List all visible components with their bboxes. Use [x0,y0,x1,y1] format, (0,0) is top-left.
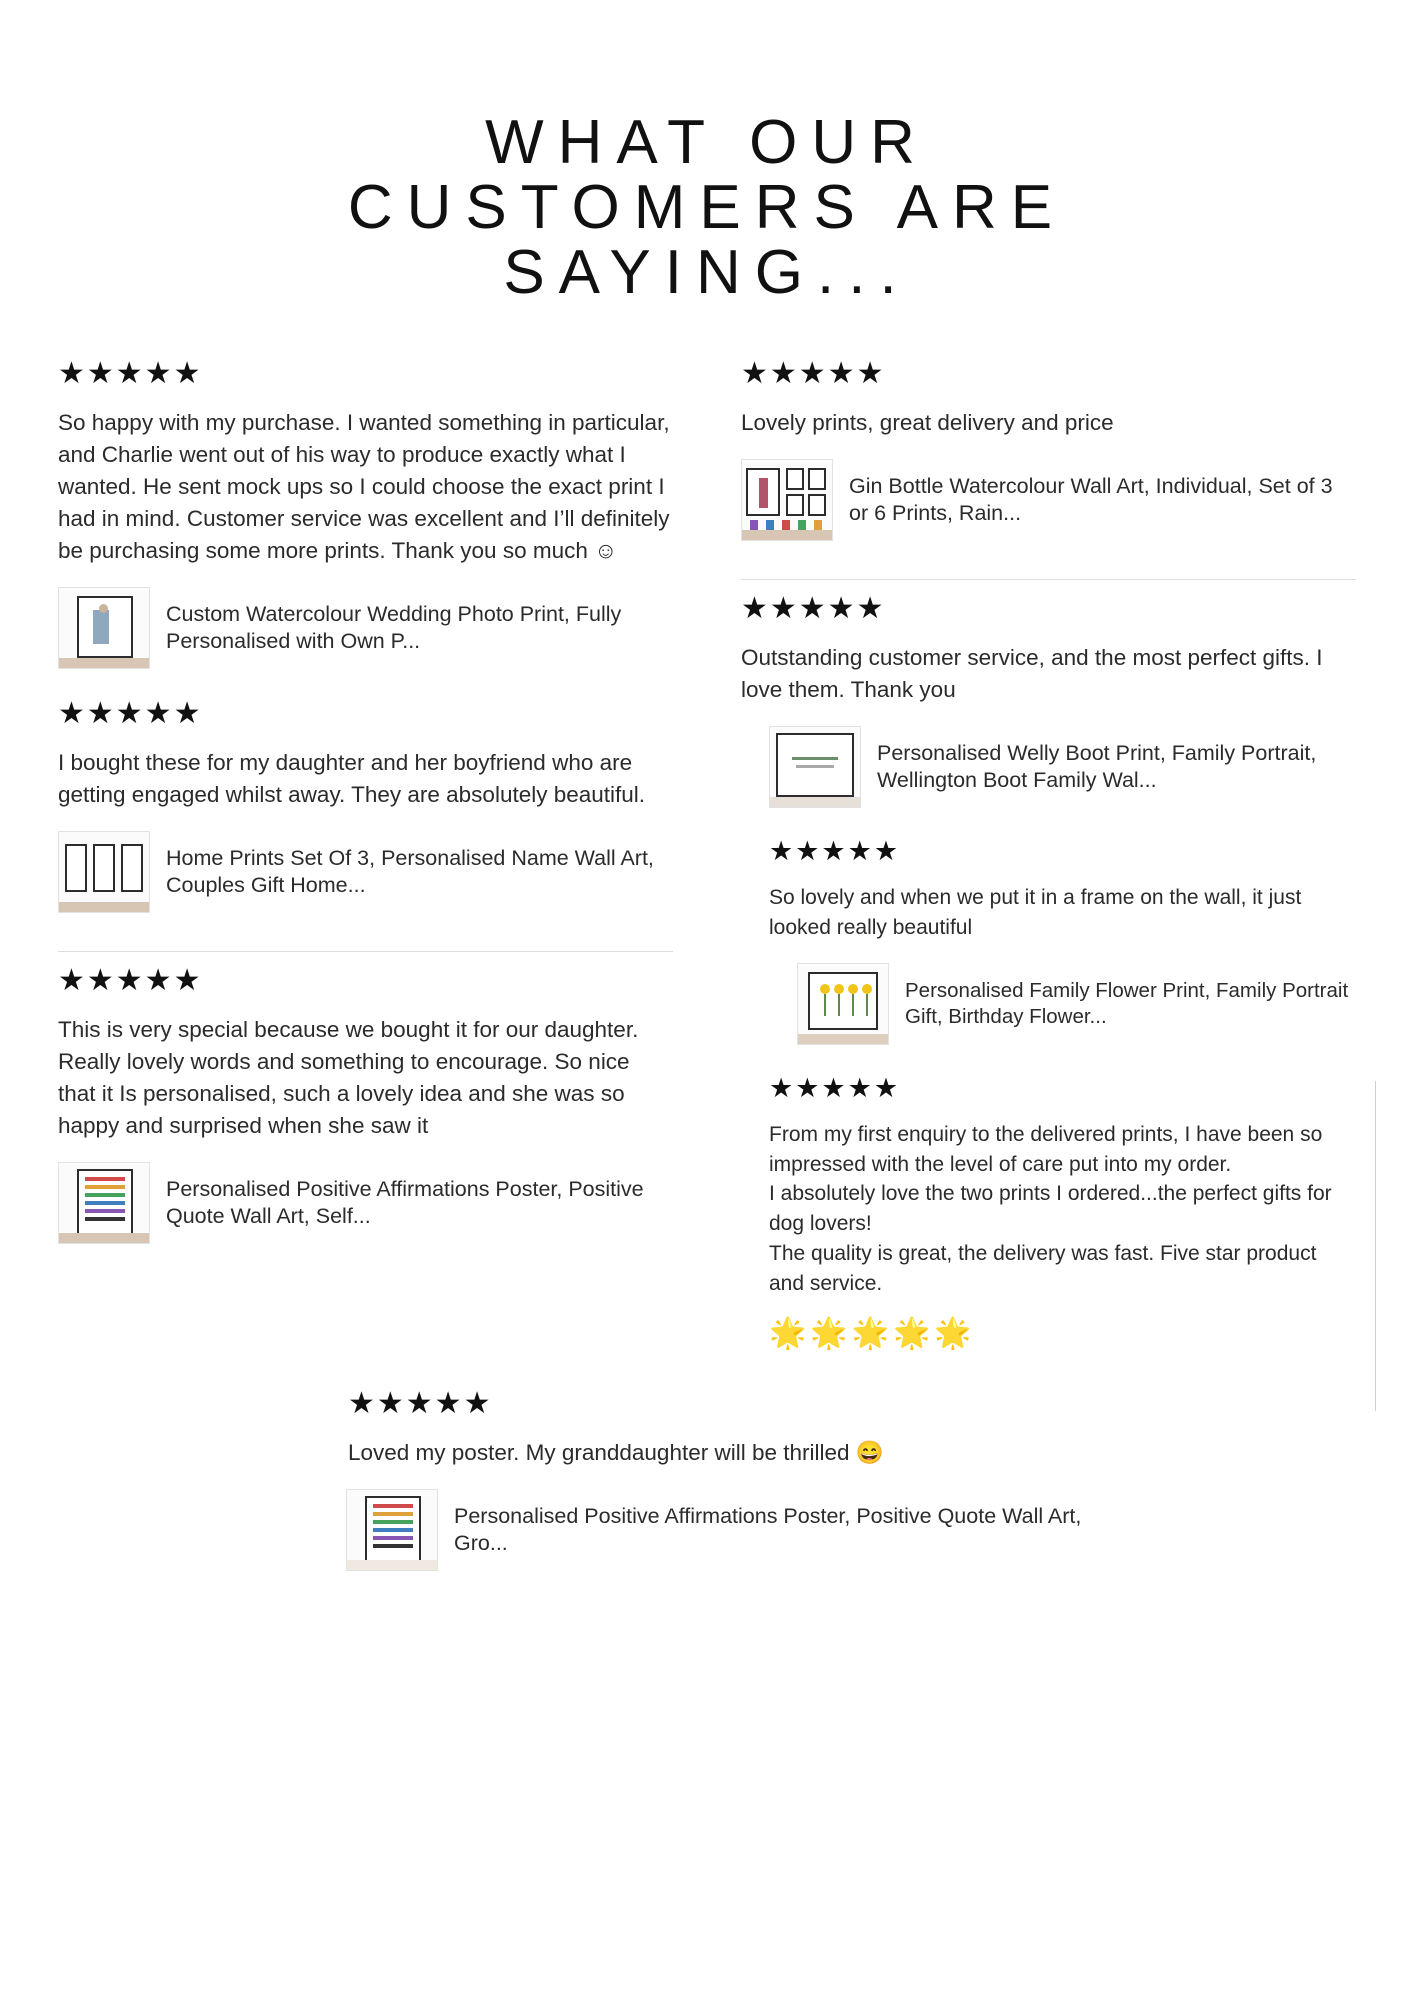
review-item [58,696,673,929]
review-text: From my first enquiry to the delivered prints, I have been so impressed with the level of care put into my order. I absolutely love the two prints I ordered...the perfect gifts for dog lovers! The quality is great, the delivery was fast. Five star product and service. [769,1122,1332,1295]
star-rating-icon: ★★★★★ [741,357,886,391]
emoji-star-rating-icon: 🌟🌟🌟🌟🌟 [769,1316,976,1350]
review-item [741,1072,1356,1365]
star-rating-icon: ★★★★★ [58,963,203,997]
review-text: This is very special because we bought it for our daughter. Really lovely words and something to encourage. So nice that it Is personalised, such a lovely idea and she was so happy and surprised when she saw it [58,1016,639,1138]
product-title: Custom Watercolour Wedding Photo Print, Fully Personalised with Own P... [166,602,622,653]
product-thumbnail-icon [58,587,150,669]
star-rating-icon: ★★★★★ [769,836,901,867]
product-link[interactable] [741,459,1356,541]
page-title-line-2: CUSTOMERS ARE [347,173,1067,243]
product-link[interactable] [346,1489,1088,1571]
reviews-column-right [707,345,1366,1364]
review-text: I bought these for my daughter and her boyfriend who are getting engaged whilst away. They are absolutely beautiful. [58,749,646,807]
star-rating-icon: ★★★★★ [348,1386,493,1420]
review-item [741,594,1356,824]
section-divider [741,579,1356,580]
product-thumbnail-icon [797,963,889,1045]
product-link[interactable] [58,831,673,913]
star-rating-icon: ★★★★★ [741,592,886,626]
quote-rule [1375,1081,1376,1411]
product-link[interactable] [741,726,1356,808]
review-item [58,359,673,685]
review-text: Lovely prints, great delivery and price [741,410,1114,436]
review-item [741,359,1356,557]
review-text: Outstanding customer service, and the most perfect gifts. I love them. Thank you [741,645,1323,703]
review-item [741,838,1356,1061]
reviews-columns [0,305,1414,1364]
page-title-line-1: WHAT OUR [485,108,929,177]
product-thumbnail-icon [769,726,861,808]
review-item [58,963,673,1260]
product-thumbnail-icon [58,831,150,913]
star-rating-icon: ★★★★★ [58,696,203,730]
review-text: So happy with my purchase. I wanted something in particular, and Charlie went out of his way to produce exactly what I wanted. He sent mock ups so I could choose the exact print I had in mind. Customer service was excellent and I’ll definitely be purchasing some more prints. Thank you so much ☺ [58,410,670,564]
page-title-line-3: SAYING... [503,238,911,308]
product-title: Gin Bottle Watercolour Wall Art, Individual, Set of 3 or 6 Prints, Rain... [849,474,1333,526]
product-title: Personalised Welly Boot Print, Family Portrait, Wellington Boot Family Wal... [877,741,1317,793]
review-item [348,1386,1088,1587]
page-title [0,0,1414,308]
review-text: Loved my poster. My granddaughter will be thrilled 😄 [348,1439,884,1465]
reviews-column-left [48,345,707,1364]
product-title: Home Prints Set Of 3, Personalised Name Wall Art, Couples Gift Home... [166,845,654,897]
reviews-bottom-section [0,1365,1414,1617]
section-divider [58,951,673,952]
product-title: Personalised Positive Affirmations Poster, Positive Quote Wall Art, Self... [166,1176,644,1228]
product-link[interactable] [769,963,1356,1045]
product-title: Personalised Positive Affirmations Poster, Positive Quote Wall Art, Gro... [454,1503,1082,1555]
product-title: Personalised Family Flower Print, Family Portrait Gift, Birthday Flower... [905,979,1349,1028]
review-text: So lovely and when we put it in a frame on the wall, it just looked really beautiful [769,886,1302,939]
product-thumbnail-icon [741,459,833,541]
product-link[interactable] [58,587,673,669]
product-thumbnail-icon [58,1162,150,1244]
product-thumbnail-icon [346,1489,438,1571]
star-rating-icon: ★★★★★ [58,357,203,391]
product-link[interactable] [58,1162,673,1244]
star-rating-icon: ★★★★★ [769,1072,901,1103]
